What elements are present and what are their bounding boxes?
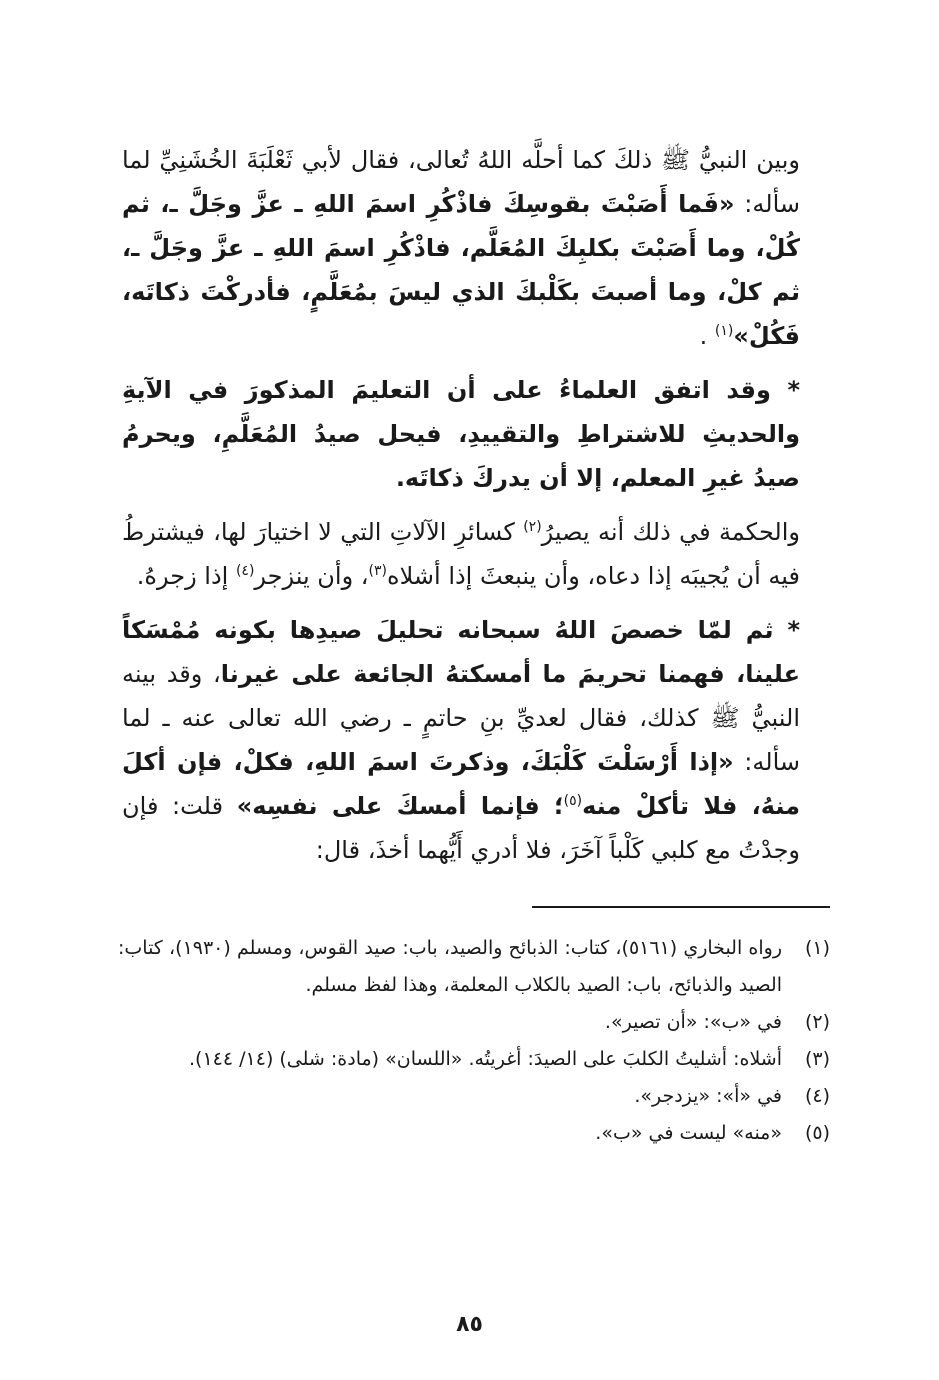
footnote-1 — [118, 930, 830, 1004]
paragraph-1-end: . — [699, 322, 715, 350]
footnote-text: في «ب»: «أن تصير». — [604, 1011, 782, 1033]
main-text — [122, 138, 832, 882]
paragraph-4-bold: * ثم لمّا خصصَ اللهُ سبحانه تحليلَ صيدِها بكونه مُمْسَكاً علينا، فهمنا تحريمَ ما أمسكتهُ الجائعة على غيرنا — [122, 616, 800, 688]
paragraph-3-text-c: ، وأن ينزجر — [254, 562, 369, 590]
paragraph-2 — [122, 368, 832, 500]
footnote-2 — [118, 1004, 830, 1041]
footnote-number: (١) — [804, 937, 830, 959]
footnote-5 — [118, 1115, 830, 1152]
hadith-quote-2b: ؛ فإنما أمسكَ على نفسِه» — [236, 792, 564, 820]
footnote-ref-1: (١) — [714, 323, 734, 339]
footnote-ref-5: (٥) — [563, 793, 583, 809]
paragraph-4-text-b: قلت: فإن وجدْتُ مع كلبي كَلْباً آخَرَ، فلا أدري أَيُّهما أخذَ، قال: — [122, 792, 800, 864]
footnote-number: (٢) — [804, 1011, 830, 1033]
paragraph-3-text-a: والحكمة في ذلك أنه يصيرُ — [541, 518, 800, 546]
footnote-4 — [118, 1078, 830, 1115]
paragraph-3-text-b: كسائرِ الآلاتِ التي لا اختيارَ لها، فيشترطُ فيه أن يُجيبَه إذا دعاه، وأن ينبعثَ إذا أشلاه — [122, 518, 800, 590]
footnote-number: (٤) — [804, 1085, 830, 1107]
footnote-ref-4: (٤) — [235, 563, 255, 579]
paragraph-3-text-d: إذا زجرهُ. — [136, 562, 236, 590]
paragraph-1-intro: وبين النبيُّ ﷺ ذلكَ كما أحلَّه اللهُ تُعالى، فقال لأبي ثَعْلَبَةَ الخُشَنِيِّ لما سأله: — [122, 146, 800, 218]
page-number: ٨٥ — [456, 1312, 483, 1337]
footnote-text: في «أ»: «يزدجر». — [634, 1085, 782, 1107]
footnote-text: «منه» ليست في «ب». — [595, 1122, 782, 1144]
paragraph-2-text: * وقد اتفق العلماءُ على أن التعليمَ المذكورَ في الآيةِ والحديثِ للاشتراطِ والتقييدِ، فيحل صيدُ المُعَلَّمِ، ويحرمُ صيدُ غيرِ المعلم، إلا أن يدركَ ذكاتَه. — [122, 376, 800, 492]
hadith-quote-1: «فَما أَصَبْتَ بقوسِكَ فاذْكُرِ اسمَ اللهِ ـ عزَّ وجَلَّ ـ، ثم كُلْ، وما أَصَبْتَ بكلبِكَ المُعَلَّم، فاذْكُرِ اسمَ اللهِ ـ عزَّ وجَلَّ ـ، ثم كلْ، وما أصبتَ بكَلْبكَ الذي ليسَ بمُعَلَّمٍ، فأدركْتَ ذكاتَه، فَكُلْ» — [122, 190, 800, 350]
paragraph-4 — [122, 608, 832, 872]
paragraph-3 — [122, 510, 832, 598]
footnote-text: أشلاه: أشليتُ الكلبَ على الصيدَ: أغريتُه. «اللسان» (مادة: شلى) (١٤/ ١٤٤). — [188, 1048, 782, 1070]
footnote-number: (٥) — [804, 1122, 830, 1144]
footnote-number: (٣) — [804, 1048, 830, 1070]
footnote-text: رواه البخاري (٥١٦١)، كتاب: الذبائح والصيد، باب: صيد القوس، ومسلم (١٩٣٠)، كتاب: الصيد والذبائح، باب: الصيد بالكلاب المعلمة، وهذا لفظ مسلم. — [118, 937, 782, 996]
footnote-separator — [532, 906, 830, 908]
paragraph-4-text-a: ، وقد بينه النبيُّ ﷺ كذلك، فقال لعديِّ بنِ حاتمٍ ـ رضي الله تعالى عنه ـ لما سأله: — [122, 660, 800, 776]
footnote-3 — [118, 1041, 830, 1078]
footnote-ref-3: (٣) — [368, 563, 388, 579]
footnote-ref-2: (٢) — [523, 519, 542, 535]
footnotes — [118, 930, 830, 1152]
hadith-quote-2a: «إذا أَرْسَلْتَ كَلْبَكَ، وذكرتَ اسمَ اللهِ، فكلْ، فإن أكلَ منهُ، فلا تأكلْ منه — [122, 748, 800, 820]
paragraph-1 — [122, 138, 832, 358]
